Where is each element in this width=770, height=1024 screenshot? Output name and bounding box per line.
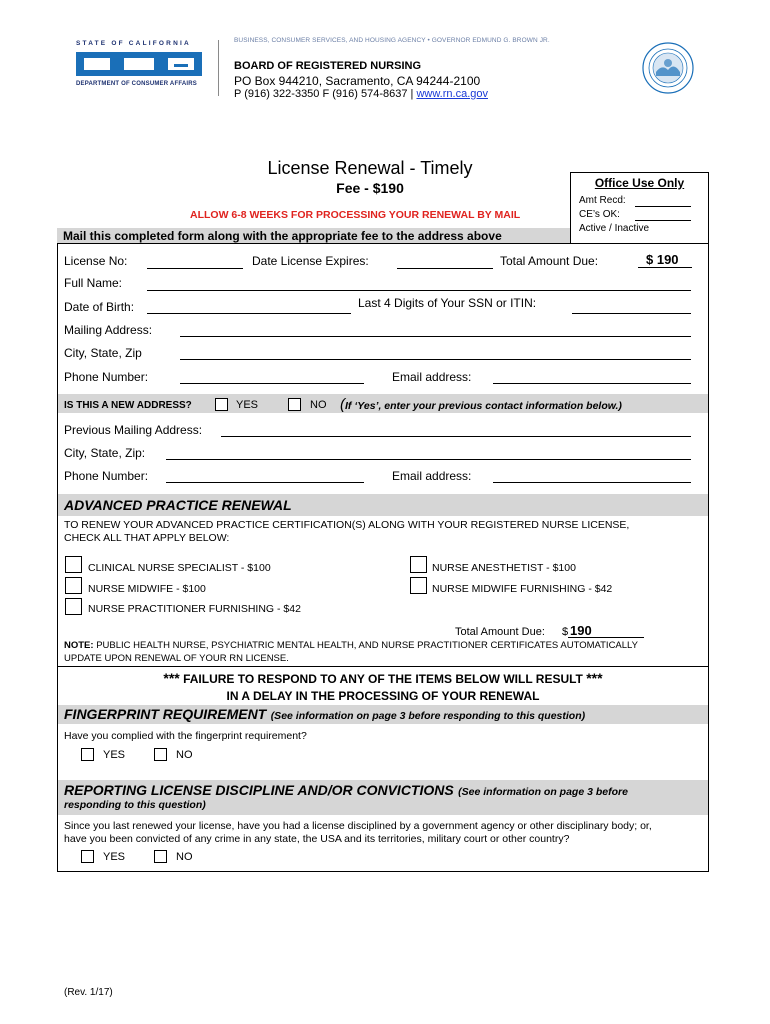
- form-border: [57, 243, 709, 872]
- board-name: BOARD OF REGISTERED NURSING: [234, 60, 422, 72]
- discipline-question-1: Since you last renewed your license, have you had a license disciplined by a government agency or other disciplinary body; or,: [64, 820, 652, 832]
- revision-label: (Rev. 1/17): [64, 987, 113, 998]
- midwife-checkbox[interactable]: [65, 577, 82, 594]
- fingerprint-note: (See information on page 3 before responding to this question): [270, 710, 586, 722]
- midwife-label: NURSE MIDWIFE - $100: [88, 583, 206, 595]
- midwife-furnishing-checkbox[interactable]: [410, 577, 427, 594]
- warning-text-1: FAILURE TO RESPOND TO ANY OF THE ITEMS BELOW WILL RESULT: [183, 672, 583, 686]
- total-due-field[interactable]: [638, 267, 692, 268]
- logo-state-text: STATE OF CALIFORNIA: [76, 40, 191, 47]
- fee-title: Fee - $190: [336, 180, 404, 196]
- date-expires-field[interactable]: [397, 268, 493, 269]
- warning-stars-right: ***: [586, 670, 603, 686]
- total-due-value: $ 190: [646, 252, 679, 267]
- prev-mailing-label: Previous Mailing Address:: [64, 423, 203, 437]
- advanced-total-label: Total Amount Due:: [455, 626, 545, 638]
- discipline-note: (See information on page 3 before: [458, 786, 628, 798]
- discipline-heading: [64, 782, 628, 800]
- agency-line: BUSINESS, CONSUMER SERVICES, AND HOUSING AGENCY • GOVERNOR EDMUND G. BROWN JR.: [234, 37, 550, 44]
- website-link[interactable]: www.rn.ca.gov: [416, 88, 488, 100]
- office-use-box: [570, 172, 709, 243]
- fingerprint-question: Have you complied with the fingerprint requirement?: [64, 730, 307, 742]
- new-address-yes-checkbox[interactable]: [215, 398, 228, 411]
- board-phone: [234, 88, 488, 100]
- advanced-total-dollar: $: [562, 626, 569, 638]
- phone-field[interactable]: [180, 383, 364, 384]
- phone-label: Phone Number:: [64, 370, 149, 384]
- fingerprint-title: FINGERPRINT REQUIREMENT: [64, 706, 267, 722]
- np-furnishing-label: NURSE PRACTITIONER FURNISHING - $42: [88, 603, 301, 615]
- discipline-question-2: have you been convicted of any crime in any state, the USA and its territories, military court or other country?: [64, 833, 570, 845]
- new-address-question: IS THIS A NEW ADDRESS?: [64, 400, 192, 411]
- prev-email-label: Email address:: [392, 469, 472, 483]
- mailing-address-label: Mailing Address:: [64, 323, 153, 337]
- fingerprint-yes-checkbox[interactable]: [81, 748, 94, 761]
- dca-logo: [74, 40, 206, 92]
- fingerprint-no-label: NO: [176, 749, 193, 761]
- prev-phone-field[interactable]: [166, 482, 364, 483]
- advanced-note-2: UPDATE UPON RENEWAL OF YOUR RN LICENSE.: [64, 653, 289, 664]
- prev-email-field[interactable]: [493, 482, 691, 483]
- np-furnishing-checkbox[interactable]: [65, 598, 82, 615]
- prev-phone-label: Phone Number:: [64, 469, 149, 483]
- warning-stars-left: ***: [163, 670, 180, 686]
- phone-fax-text: P (916) 322-3350 F (916) 574-8637 |: [234, 88, 417, 100]
- discipline-yes-label: YES: [103, 851, 126, 863]
- prev-city-field[interactable]: [166, 459, 691, 460]
- cns-label: CLINICAL NURSE SPECIALIST - $100: [88, 562, 271, 574]
- new-address-no-checkbox[interactable]: [288, 398, 301, 411]
- form-title: License Renewal - Timely: [267, 158, 473, 178]
- total-due-label: Total Amount Due:: [500, 254, 599, 268]
- note-text: If ‘Yes’, enter your previous contact information below.): [345, 400, 622, 412]
- cns-checkbox[interactable]: [65, 556, 82, 573]
- processing-notice: ALLOW 6-8 WEEKS FOR PROCESSING YOUR RENEWAL BY MAIL: [190, 209, 521, 221]
- advanced-total-value: 190: [570, 623, 592, 638]
- warning-line-2: IN A DELAY IN THE PROCESSING OF YOUR RENEWAL: [226, 689, 540, 703]
- city-state-zip-label: City, State, Zip: [64, 346, 142, 360]
- header-divider: [218, 40, 219, 96]
- prev-mailing-field[interactable]: [221, 436, 691, 437]
- divider: [58, 666, 708, 667]
- dca-logo-icon: [76, 50, 202, 78]
- discipline-note-2: responding to this question): [64, 799, 206, 811]
- advanced-instructions-1: TO RENEW YOUR ADVANCED PRACTICE CERTIFICATION(S) ALONG WITH YOUR REGISTERED NURSE LICENSE,: [64, 519, 630, 531]
- active-inactive-label: Active / Inactive: [579, 223, 650, 234]
- email-field[interactable]: [493, 383, 691, 384]
- prev-city-label: City, State, Zip:: [64, 446, 146, 460]
- email-label: Email address:: [392, 370, 472, 384]
- discipline-no-checkbox[interactable]: [154, 850, 167, 863]
- office-use-heading: Office Use Only: [594, 176, 685, 190]
- note-paren: (: [340, 396, 345, 413]
- new-address-note: [340, 396, 622, 414]
- fingerprint-no-checkbox[interactable]: [154, 748, 167, 761]
- note-label: NOTE:: [64, 640, 94, 651]
- amt-recd-label: Amt Recd:: [579, 195, 626, 206]
- anesthetist-checkbox[interactable]: [410, 556, 427, 573]
- discipline-title: REPORTING LICENSE DISCIPLINE AND/OR CONVICTIONS: [64, 782, 454, 798]
- dob-field[interactable]: [147, 313, 351, 314]
- fingerprint-yes-label: YES: [103, 749, 126, 761]
- board-address: PO Box 944210, Sacramento, CA 94244-2100: [234, 74, 481, 88]
- license-no-field[interactable]: [147, 268, 243, 269]
- ssn-label: Last 4 Digits of Your SSN or ITIN:: [358, 296, 537, 310]
- new-address-yes-label: YES: [236, 399, 259, 411]
- mail-instruction: Mail this completed form along with the appropriate fee to the address above: [63, 229, 502, 243]
- advanced-note-1: [64, 640, 638, 651]
- full-name-label: Full Name:: [64, 276, 123, 290]
- fingerprint-heading: [64, 706, 585, 724]
- discipline-yes-checkbox[interactable]: [81, 850, 94, 863]
- advanced-instructions-2: CHECK ALL THAT APPLY BELOW:: [64, 532, 230, 544]
- ssn-field[interactable]: [572, 313, 691, 314]
- dob-label: Date of Birth:: [64, 300, 135, 314]
- advanced-heading: ADVANCED PRACTICE RENEWAL: [64, 497, 292, 513]
- note-text-1: PUBLIC HEALTH NURSE, PSYCHIATRIC MENTAL HEALTH, AND NURSE PRACTITIONER CERTIFICATES AUTOMATICALLY: [96, 640, 638, 651]
- new-address-no-label: NO: [310, 399, 327, 411]
- advanced-total-field[interactable]: [568, 637, 644, 638]
- mailing-address-field[interactable]: [180, 336, 691, 337]
- city-state-zip-field[interactable]: [180, 359, 691, 360]
- discipline-no-label: NO: [176, 851, 193, 863]
- anesthetist-label: NURSE ANESTHETIST - $100: [432, 562, 576, 574]
- ces-ok-label: CE’s OK:: [579, 209, 620, 220]
- midwife-furnishing-label: NURSE MIDWIFE FURNISHING - $42: [432, 583, 613, 595]
- full-name-field[interactable]: [147, 290, 691, 291]
- date-expires-label: Date License Expires:: [252, 254, 369, 268]
- license-no-label: License No:: [64, 254, 128, 268]
- state-seal-icon: [642, 42, 694, 94]
- warning-line-1: [58, 670, 708, 686]
- logo-dept-text: DEPARTMENT OF CONSUMER AFFAIRS: [76, 81, 197, 87]
